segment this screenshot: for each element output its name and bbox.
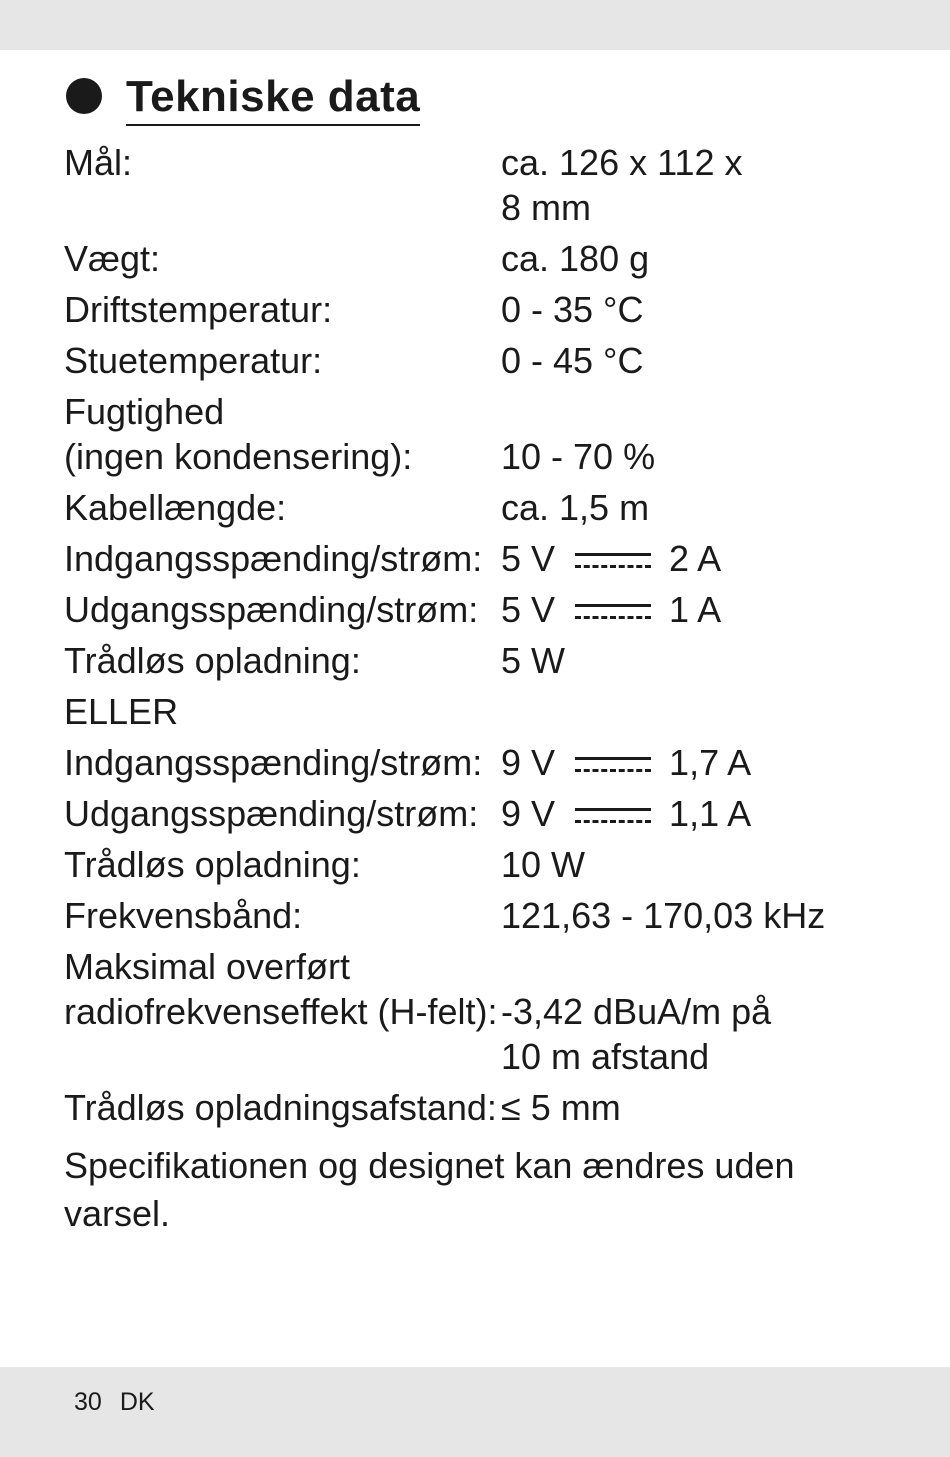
dc-symbol-icon xyxy=(575,601,651,623)
spec-label: Mål: xyxy=(64,142,133,183)
spec-row-humidity xyxy=(64,389,904,479)
language-code: DK xyxy=(119,1388,155,1416)
spec-value: ca. 180 g xyxy=(501,238,650,279)
spec-row-charging-distance xyxy=(64,1085,904,1130)
top-band xyxy=(0,0,950,50)
spec-value: 5 V 2 A xyxy=(501,538,722,579)
spec-value: ≤ 5 mm xyxy=(501,1087,621,1128)
dc-symbol-icon xyxy=(575,550,651,572)
dc-symbol-icon xyxy=(575,805,651,827)
spec-label: ELLER xyxy=(64,691,179,732)
spec-row-cable-length xyxy=(64,485,904,530)
spec-value: 9 V 1,1 A xyxy=(501,793,752,834)
spec-row-rf-power xyxy=(64,944,904,1079)
spec-label: Vægt: xyxy=(64,238,161,279)
spec-value: 5 V 1 A xyxy=(501,589,722,630)
spec-value: 5 W xyxy=(501,640,566,681)
spec-value: 0 - 35 °C xyxy=(501,289,644,330)
spec-label: Fugtighed (ingen kondensering): xyxy=(64,391,413,477)
spec-value: 10 W xyxy=(501,844,586,885)
dc-symbol-icon xyxy=(575,754,651,776)
page-number: 30 xyxy=(74,1388,102,1416)
spec-row-wireless-5w xyxy=(64,638,904,683)
spec-label: Driftstemperatur: xyxy=(64,289,333,330)
spec-value: ca. 1,5 m xyxy=(501,487,650,528)
spec-label: Trådløs opladning: xyxy=(64,640,361,681)
spec-table xyxy=(64,140,904,1130)
spec-value: 9 V 1,7 A xyxy=(501,742,752,783)
spec-label: Stuetemperatur: xyxy=(64,340,323,381)
spec-row-or xyxy=(64,689,904,734)
spec-row-dimensions xyxy=(64,140,904,230)
spec-label: Udgangsspænding/strøm: xyxy=(64,589,479,630)
spec-row-operating-temp xyxy=(64,287,904,332)
spec-row-output-5v xyxy=(64,587,904,632)
spec-label: Udgangsspænding/strøm: xyxy=(64,793,479,834)
spec-row-input-5v xyxy=(64,536,904,581)
bullet-icon xyxy=(66,78,102,114)
spec-label: Indgangsspænding/strøm: xyxy=(64,538,483,579)
spec-value: 10 - 70 % xyxy=(501,436,656,477)
spec-label: Maksimal overført radiofrekvenseffekt (H-felt): xyxy=(64,946,498,1032)
page-footer xyxy=(74,1388,173,1417)
spec-label: Indgangsspænding/strøm: xyxy=(64,742,483,783)
spec-label: Trådløs opladningsafstand: xyxy=(64,1087,497,1128)
spec-value: ca. 126 x 112 x 8 mm xyxy=(501,142,743,228)
spec-row-wireless-10w xyxy=(64,842,904,887)
spec-value: 0 - 45 °C xyxy=(501,340,644,381)
spec-label: Frekvensbånd: xyxy=(64,895,303,936)
section-title: Tekniske data xyxy=(126,70,420,126)
spec-row-input-9v xyxy=(64,740,904,785)
spec-value: 121,63 - 170,03 kHz xyxy=(501,895,826,936)
spec-row-weight xyxy=(64,236,904,281)
spec-row-frequency xyxy=(64,893,904,938)
spec-label: Trådløs opladning: xyxy=(64,844,361,885)
spec-row-room-temp xyxy=(64,338,904,383)
disclaimer-note: Specifikationen og designet kan ændres uden varsel. xyxy=(64,1145,795,1234)
spec-value: -3,42 dBuA/m på 10 m afstand xyxy=(501,991,772,1077)
spec-row-output-9v xyxy=(64,791,904,836)
spec-label: Kabellængde: xyxy=(64,487,287,528)
